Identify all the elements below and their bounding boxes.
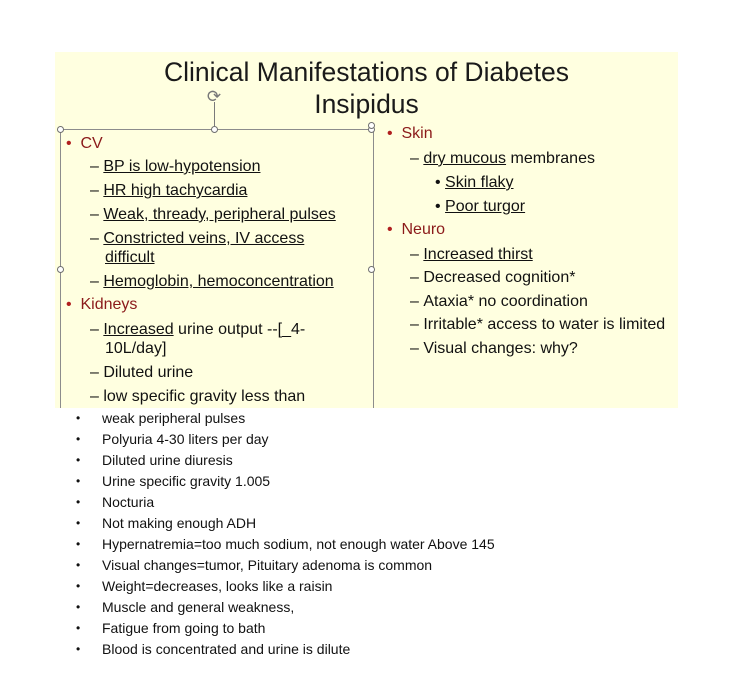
bullet-neuro: • Neuro	[387, 221, 446, 238]
connector-handle-right-top[interactable]	[368, 122, 375, 129]
neuro-item: – Irritable* access to water is limited	[410, 316, 666, 333]
slide-image	[55, 52, 678, 408]
kidney-item-continued: 10L/day]	[105, 340, 167, 357]
slide-title-line-1: Clinical Manifestations of Diabetes	[163, 57, 570, 87]
resize-handle-left[interactable]	[57, 266, 64, 273]
cv-item: – HR high tachycardia	[90, 182, 248, 199]
slide-title-line-2: Insipidus	[314, 89, 419, 119]
cv-item: – Weak, thready, peripheral pulses	[90, 206, 336, 223]
cv-item: – Constricted veins, IV access	[90, 230, 305, 247]
skin-subitem: • Skin flaky	[435, 174, 514, 191]
resize-handle-top-left[interactable]	[57, 126, 64, 133]
bullet-skin: • Skin	[387, 125, 433, 142]
bullet-cv: • CV	[66, 135, 103, 152]
bullet-kidneys: • Kidneys	[66, 296, 138, 313]
rotate-handle-icon[interactable]: ⟳	[206, 87, 222, 106]
cv-item: – BP is low-hypotension	[90, 158, 261, 175]
neuro-item: – Decreased cognition*	[410, 269, 576, 286]
slide-title	[55, 56, 678, 120]
cv-item-continued: difficult	[105, 249, 155, 266]
kidney-item: – Diluted urine	[90, 364, 194, 381]
neuro-item: – Visual changes: why?	[410, 340, 578, 357]
skin-item: – dry mucous membranes	[410, 150, 595, 167]
neuro-item: – Ataxia* no coordination	[410, 293, 588, 310]
resize-handle-top[interactable]	[211, 126, 218, 133]
cv-item: – Hemoglobin, hemoconcentration	[90, 273, 334, 290]
resize-handle-right[interactable]	[368, 266, 375, 273]
skin-subitem: • Poor turgor	[435, 198, 526, 215]
neuro-item: – Increased thirst	[410, 246, 533, 263]
kidney-item: – Increased urine output --[_4-	[90, 321, 306, 338]
kidney-item: – low specific gravity less than	[90, 388, 306, 405]
